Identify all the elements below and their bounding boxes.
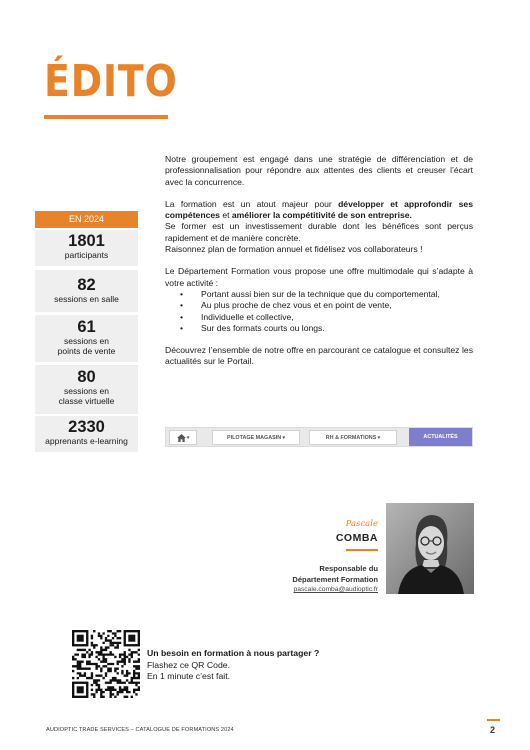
portal-navbar: [165, 427, 473, 447]
training-paragraph: La formation est un atout majeur pour développer et approfondir ses compétences et améliorer la compétitivité de son entreprise. Se former est un investissement durable dont les bénéfices sont perçus rapidement et de manière concrète. Raisonnez plan de formation annuel et fidélisez vos collaborateurs !: [165, 198, 473, 255]
chevron-down-icon: ▾: [376, 435, 381, 441]
stats-panel: [35, 211, 138, 452]
nav-rh-formations[interactable]: RH & FORMATIONS ▾: [309, 430, 397, 445]
stat-value: 1801: [68, 232, 105, 250]
stats-header: EN 2024: [35, 211, 138, 228]
offer-list: [165, 289, 473, 334]
stat-value: 2330: [68, 418, 105, 436]
stat-label: apprenants e-learning: [45, 436, 128, 446]
stat-apprenants-elearning: [35, 416, 138, 452]
signature-last-name: COMBA: [335, 532, 378, 544]
intro-paragraph: Notre groupement est engagé dans une stratégie de différenciation et de professionnalisation pour répondre aux attentes des clients et creuser l’écart avec la concurrence.: [165, 154, 473, 187]
offer-paragraph: Le Département Formation vous propose une offre multimodale qui s’adapte à votre activité :: [165, 266, 473, 288]
stat-sessions-classe-virtuelle: [35, 365, 138, 414]
page-number-mark: [487, 719, 500, 721]
signature-email[interactable]: pascale.comba@audioptic.fr: [293, 586, 378, 593]
stat-value: 80: [77, 368, 96, 386]
stat-sessions-points-de-vente: [35, 315, 138, 362]
signature-first-name: Pascale: [345, 519, 378, 529]
nav-home[interactable]: [169, 430, 197, 445]
qr-callout-line: Flashez ce QR Code.: [147, 659, 231, 670]
portrait-photo: [386, 503, 474, 594]
page-title: ÉDITO: [44, 56, 178, 107]
stat-participants: [35, 230, 138, 266]
nav-actualites[interactable]: ACTUALITÉS: [409, 428, 472, 446]
page-footer: AUDIOPTIC TRADE SERVICES – CATALOGUE DE FORMATIONS 2024: [46, 727, 234, 733]
qr-callout-title: Un besoin en formation à nous partager ?: [147, 648, 320, 658]
stat-label: sessions en classe virtuelle: [58, 386, 115, 406]
page-number: 2: [490, 725, 496, 735]
discover-paragraph: Découvrez l’ensemble de notre offre en parcourant ce catalogue et consultez les actualités sur le Portail.: [165, 345, 473, 367]
home-icon: [177, 434, 186, 442]
title-underline: [44, 115, 168, 119]
chevron-down-icon: ▾: [185, 435, 190, 441]
list-item: • Individuelle et collective,: [165, 312, 473, 323]
stat-label: sessions en points de vente: [57, 336, 116, 356]
stat-label: sessions en salle: [54, 294, 119, 304]
list-item: • Sur des formats courts ou longs.: [165, 323, 473, 334]
chevron-down-icon: ▾: [281, 435, 285, 441]
stat-sessions-salle: [35, 270, 138, 312]
stat-value: 61: [77, 318, 96, 336]
nav-pilotage-magasin[interactable]: PILOTAGE MAGASIN ▾: [212, 430, 300, 445]
stat-label: participants: [64, 250, 109, 260]
list-item: • Au plus proche de chez vous et en point de vente,: [165, 300, 473, 311]
qr-code[interactable]: [72, 630, 140, 698]
signature-block: [336, 519, 378, 544]
signature-underline: [346, 549, 378, 551]
list-item: • Portant aussi bien sur de la technique que du comportemental,: [165, 289, 473, 300]
qr-callout-line: En 1 minute c’est fait.: [147, 671, 231, 682]
stat-value: 82: [77, 276, 96, 294]
editorial-text: [165, 154, 473, 379]
signature-role: Responsable du Département Formation: [292, 564, 378, 584]
qr-callout: [147, 648, 319, 683]
